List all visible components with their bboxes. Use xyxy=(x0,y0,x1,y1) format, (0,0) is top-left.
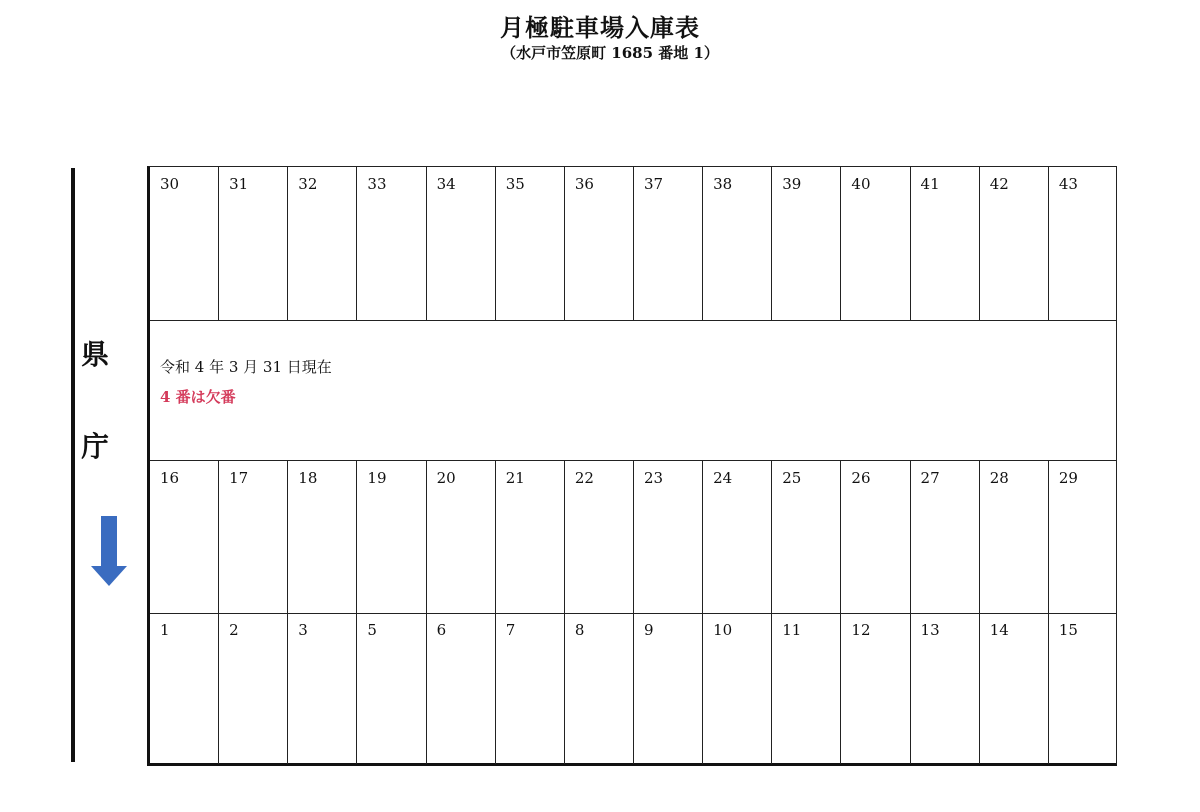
page-title: 月極駐車場入庫表 xyxy=(500,14,700,42)
parking-space-number: 31 xyxy=(229,175,249,193)
parking-space xyxy=(980,167,1049,320)
parking-space-number: 14 xyxy=(989,621,1009,639)
parking-row-top xyxy=(150,167,1117,321)
parking-space-number: 11 xyxy=(782,621,802,639)
parking-space xyxy=(357,613,426,764)
parking-space-number: 18 xyxy=(298,469,318,487)
address-subtitle: （水戸市笠原町 1685 番地 1） xyxy=(501,44,719,62)
parking-space xyxy=(911,167,980,320)
parking-row-bottom xyxy=(150,613,1117,764)
parking-space-number: 2 xyxy=(229,621,239,639)
parking-space-number: 29 xyxy=(1058,469,1078,487)
parking-space-number: 24 xyxy=(713,469,733,487)
parking-space-number: 12 xyxy=(851,621,871,639)
parking-space xyxy=(288,461,357,613)
parking-space-number: 19 xyxy=(367,469,387,487)
arrow-down-icon xyxy=(90,516,128,588)
parking-aisle xyxy=(150,320,1117,460)
parking-space-number: 1 xyxy=(160,621,170,639)
parking-space xyxy=(427,461,496,613)
parking-space-number: 39 xyxy=(782,175,802,193)
parking-space-number: 26 xyxy=(851,469,871,487)
parking-space xyxy=(772,613,841,764)
parking-space xyxy=(565,613,634,764)
parking-space xyxy=(841,613,910,764)
parking-space-number: 9 xyxy=(643,621,654,639)
parking-space xyxy=(841,461,910,613)
parking-space xyxy=(219,461,288,613)
parking-space-number: 28 xyxy=(989,469,1009,487)
missing-space-note: 4 番は欠番 xyxy=(160,388,236,406)
parking-space xyxy=(357,461,426,613)
parking-space xyxy=(634,167,703,320)
parking-space-number: 20 xyxy=(436,469,456,487)
parking-space xyxy=(565,461,634,613)
parking-space-number: 40 xyxy=(851,175,871,193)
parking-space xyxy=(772,461,841,613)
parking-space xyxy=(565,167,634,320)
as-of-date: 令和 4 年 3 月 31 日現在 xyxy=(160,358,332,376)
parking-space xyxy=(841,167,910,320)
parking-space xyxy=(427,613,496,764)
parking-space-number: 41 xyxy=(920,175,940,193)
parking-space xyxy=(357,167,426,320)
parking-space xyxy=(427,167,496,320)
parking-space xyxy=(634,461,703,613)
parking-space xyxy=(772,167,841,320)
parking-space-number: 25 xyxy=(782,469,802,487)
parking-space-number: 42 xyxy=(989,175,1009,193)
road-label-cho: 庁 xyxy=(81,430,110,463)
parking-space xyxy=(703,613,772,764)
parking-space xyxy=(1049,167,1117,320)
parking-space-number: 5 xyxy=(367,621,377,639)
parking-space-number: 37 xyxy=(643,175,664,193)
parking-space xyxy=(980,613,1049,764)
parking-space xyxy=(150,613,219,764)
parking-space-number: 21 xyxy=(505,469,525,487)
parking-space-number: 38 xyxy=(713,175,733,193)
parking-space-number: 10 xyxy=(713,621,733,639)
parking-space xyxy=(496,461,565,613)
parking-space xyxy=(1049,613,1117,764)
parking-space-number: 22 xyxy=(574,469,594,487)
parking-space xyxy=(219,613,288,764)
parking-space xyxy=(911,613,980,764)
parking-space-number: 33 xyxy=(367,175,387,193)
parking-space xyxy=(1049,461,1117,613)
parking-space xyxy=(911,461,980,613)
parking-space-number: 30 xyxy=(160,175,180,193)
parking-space-number: 27 xyxy=(920,469,940,487)
parking-space-number: 32 xyxy=(298,175,318,193)
parking-space-number: 13 xyxy=(920,621,940,639)
parking-space xyxy=(980,461,1049,613)
road-label-ken: 県 xyxy=(81,338,110,371)
road-line xyxy=(71,168,75,762)
parking-space-number: 7 xyxy=(505,621,516,639)
parking-space-number: 3 xyxy=(298,621,308,639)
parking-space xyxy=(703,461,772,613)
parking-space-number: 34 xyxy=(436,175,456,193)
parking-space-number: 35 xyxy=(505,175,525,193)
parking-space xyxy=(496,613,565,764)
parking-lot-grid xyxy=(147,166,1117,766)
parking-space xyxy=(150,167,219,320)
parking-space xyxy=(288,167,357,320)
parking-space-number: 8 xyxy=(574,621,585,639)
parking-space xyxy=(288,613,357,764)
parking-space xyxy=(219,167,288,320)
parking-space xyxy=(634,613,703,764)
parking-space-number: 15 xyxy=(1058,621,1078,639)
parking-space-number: 16 xyxy=(160,469,180,487)
parking-space-number: 23 xyxy=(643,469,664,487)
parking-space-number: 6 xyxy=(436,621,447,639)
parking-space-number: 17 xyxy=(229,469,249,487)
parking-row-middle xyxy=(150,460,1117,614)
parking-space-number: 36 xyxy=(574,175,594,193)
parking-space xyxy=(496,167,565,320)
parking-space-number: 43 xyxy=(1058,175,1078,193)
parking-space xyxy=(150,461,219,613)
parking-space xyxy=(703,167,772,320)
